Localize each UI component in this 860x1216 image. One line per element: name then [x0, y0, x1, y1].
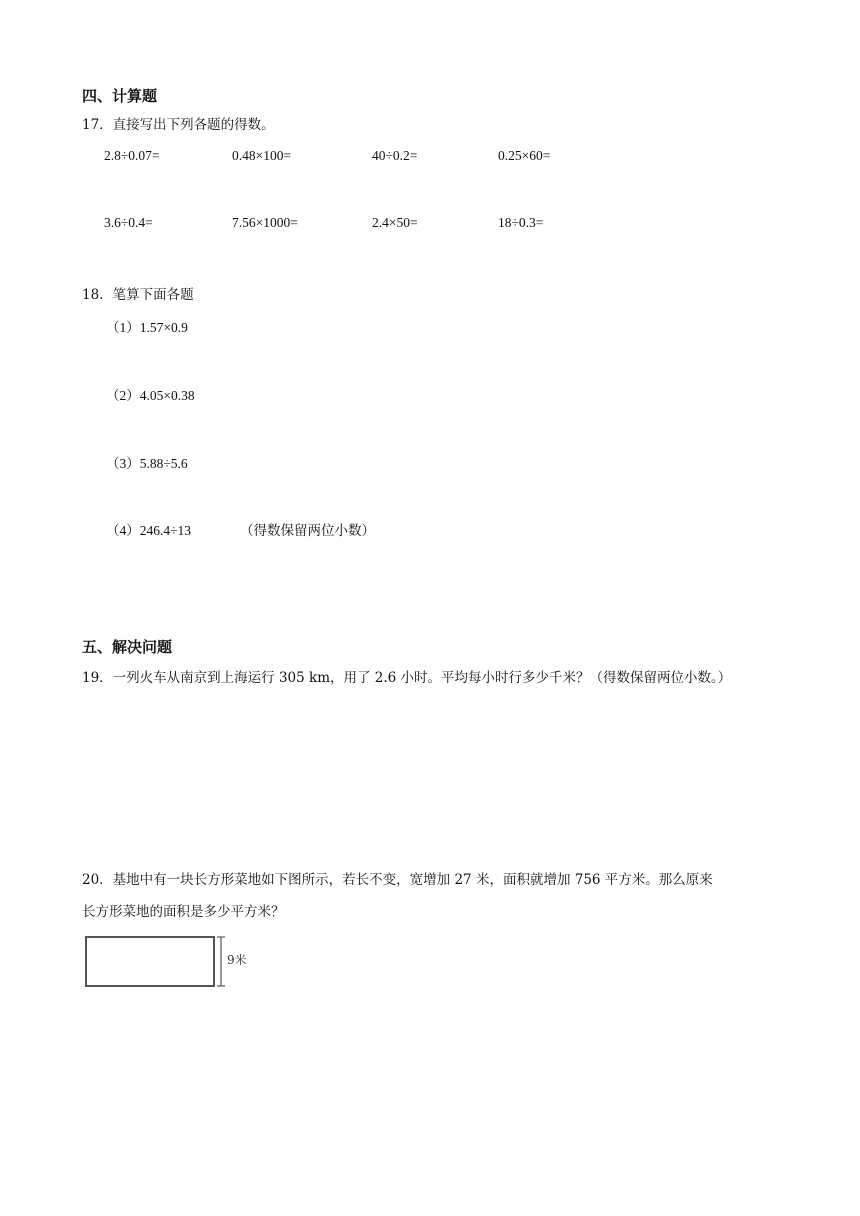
question-17-stem: 17．直接写出下列各题的得数。	[82, 117, 275, 133]
width-label: 9米	[227, 953, 247, 967]
question-20-line-2: 长方形菜地的面积是多少平方米？	[82, 904, 285, 920]
q17-expression: 3.6÷0.4=	[104, 215, 153, 230]
section-4-heading: 四、计算题	[82, 87, 158, 105]
q18-item: （1）1.57×0.9	[106, 320, 188, 335]
q18-item: （3）5.88÷5.6	[106, 456, 188, 471]
question-19-text: 19．一列火车从南京到上海运行 305 km，用了 2.6 小时。平均每小时行多少千米？（得数保留两位小数。）	[82, 670, 732, 686]
q18-item: （4）246.4÷13	[106, 523, 192, 538]
field-rectangle	[86, 937, 214, 986]
q18-item: （2）4.05×0.38	[106, 388, 195, 403]
question-18-stem: 18．笔算下面各题	[82, 287, 194, 303]
q18-note: （得数保留两位小数）	[240, 523, 375, 538]
q17-expression: 18÷0.3=	[498, 215, 544, 230]
section-5-heading: 五、解决问题	[82, 638, 173, 656]
q17-expression: 0.48×100=	[232, 148, 292, 163]
q17-expression: 0.25×60=	[498, 148, 551, 163]
rectangle-field-figure	[84, 934, 254, 990]
q17-expression: 7.56×1000=	[232, 215, 298, 230]
q17-expression: 40÷0.2=	[372, 148, 418, 163]
q17-expression: 2.8÷0.07=	[104, 148, 160, 163]
q17-expression: 2.4×50=	[372, 215, 418, 230]
question-20-line-1: 20．基地中有一块长方形菜地如下图所示，若长不变，宽增加 27 米，面积就增加 756 平方米。那么原来	[82, 872, 713, 888]
